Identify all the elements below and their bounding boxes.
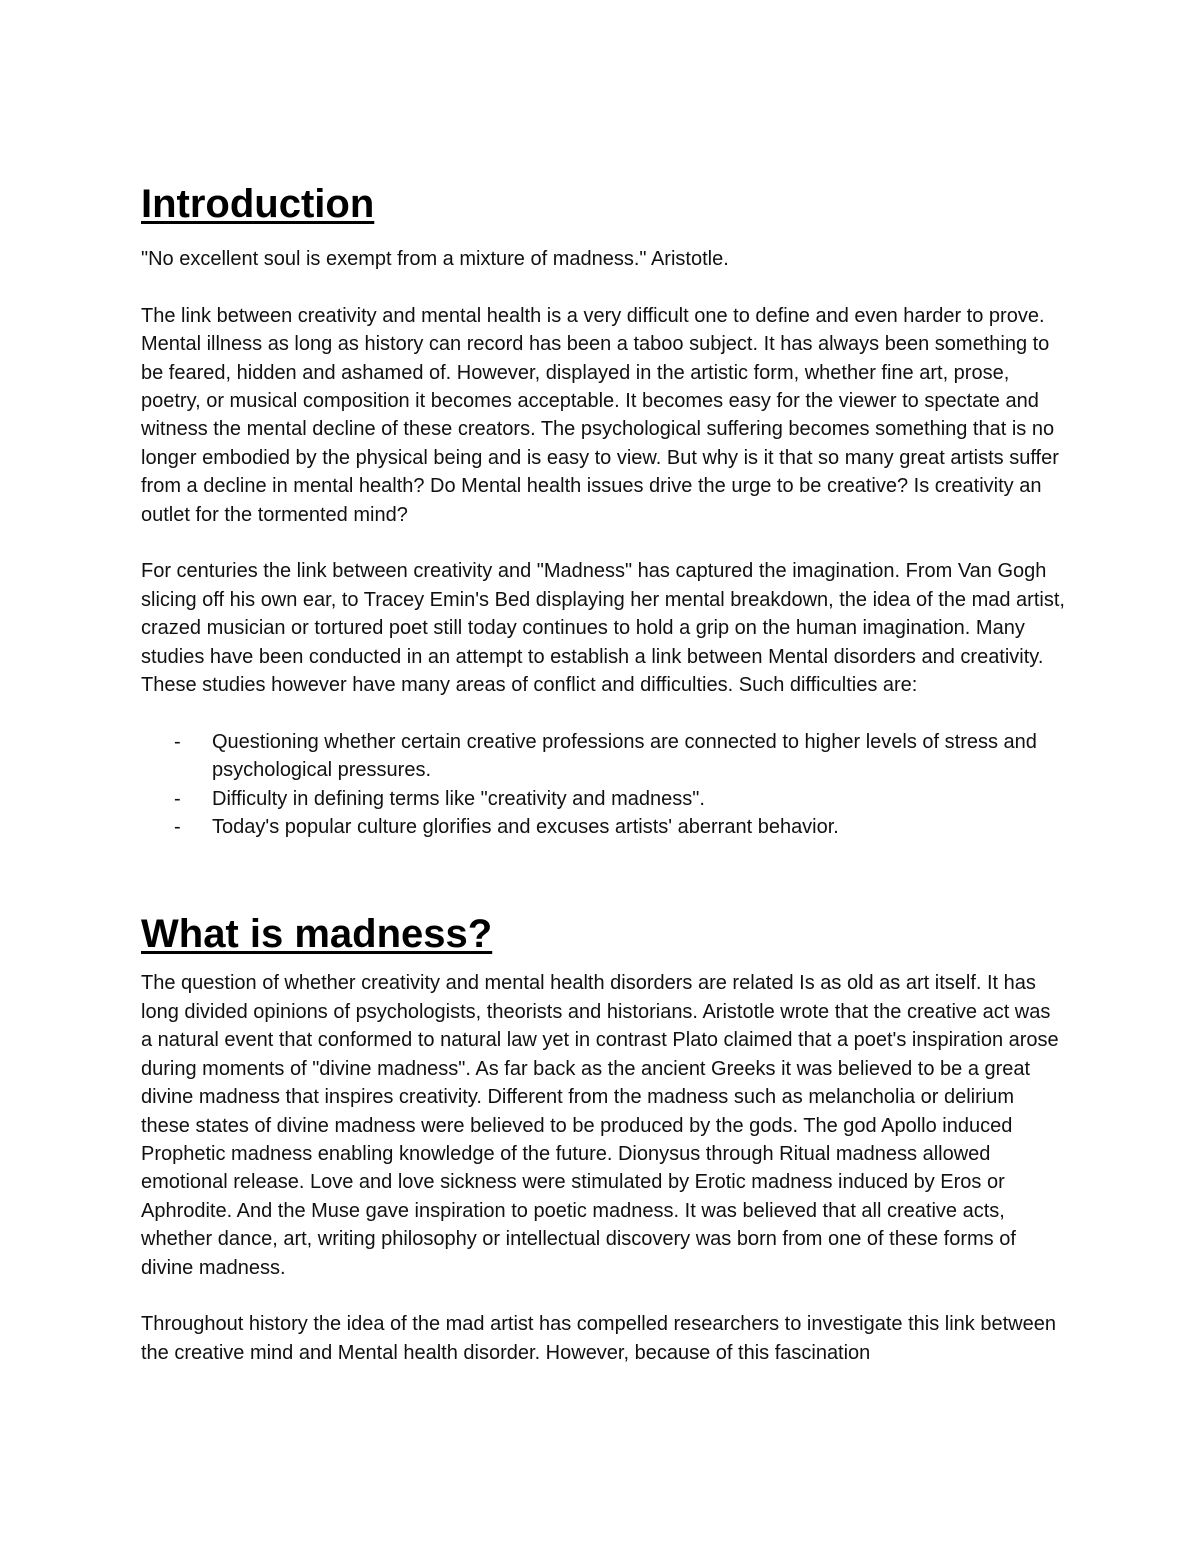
list-item <box>141 785 1066 813</box>
difficulties-list <box>141 728 1066 842</box>
dash-marker: - <box>174 730 181 753</box>
introduction-section <box>141 180 1066 841</box>
dash-marker: - <box>174 787 181 810</box>
document-page <box>141 180 1066 1367</box>
intro-paragraph-2: For centuries the link between creativity and "Madness" has captured the imagination. From Van Gogh slicing off his own ear, to Tracey Emin's Bed displaying her mental breakdown, the idea of the mad artist, crazed musician or tortured poet still today continues to hold a grip on the human imagination. Many studies have been conducted in an attempt to establish a link between Mental disorders and creativity. These studies however have many areas of conflict and difficulties. Such difficulties are: <box>141 560 1065 697</box>
madness-paragraph-1: The question of whether creativity and mental health disorders are related Is as old as art itself. It has long divided opinions of psychologists, theorists and historians. Aristotle wrote that the creative act was a natural event that conformed to natural law yet in contrast Plato claimed that a poet's inspiration arose during moments of "divine madness". As far back as the ancient Greeks it was believed to be a great divine madness that inspires creativity. Different from the madness such as melancholia or delirium these states of divine madness were believed to be produced by the gods. The god Apollo induced Prophetic madness enabling knowledge of the future. Dionysus through Ritual madness allowed emotional release. Love and love sickness were stimulated by Erotic madness induced by Eros or Aphrodite. And the Muse gave inspiration to poetic madness. It was believed that all creative acts, whether dance, art, writing philosophy or intellectual discovery was born from one of these forms of divine madness. <box>141 972 1059 1279</box>
aristotle-quote: "No excellent soul is exempt from a mixture of madness." Aristotle. <box>141 248 729 270</box>
dash-marker: - <box>174 816 181 839</box>
intro-paragraph-1: The link between creativity and mental health is a very difficult one to define and even harder to prove. Mental illness as long as history can record has been a taboo subject. It has always been something to be feared, hidden and ashamed of. However, displayed in the artistic form, whether fine art, prose, poetry, or musical composition it becomes acceptable. It becomes easy for the viewer to spectate and witness the mental decline of these creators. The psychological suffering becomes something that is no longer embodied by the physical being and is easy to view. But why is it that so many great artists suffer from a decline in mental health? Do Mental health issues drive the urge to be creative? Is creativity an outlet for the tormented mind? <box>141 304 1059 526</box>
madness-heading: What is madness? <box>141 912 493 957</box>
list-item-text: Questioning whether certain creative professions are connected to higher levels of stress and psychological pressures. <box>212 730 1037 782</box>
list-item <box>141 813 1066 841</box>
introduction-heading: Introduction <box>141 182 375 226</box>
list-item-text: Difficulty in defining terms like "creativity and madness". <box>212 787 705 810</box>
list-item-text: Today's popular culture glorifies and excuses artists' aberrant behavior. <box>212 816 839 839</box>
list-item <box>141 728 1066 785</box>
madness-section <box>141 910 1066 1367</box>
madness-paragraph-2: Throughout history the idea of the mad artist has compelled researchers to investigate this link between the creative mind and Mental health disorder. However, because of this fascination <box>141 1313 1056 1364</box>
